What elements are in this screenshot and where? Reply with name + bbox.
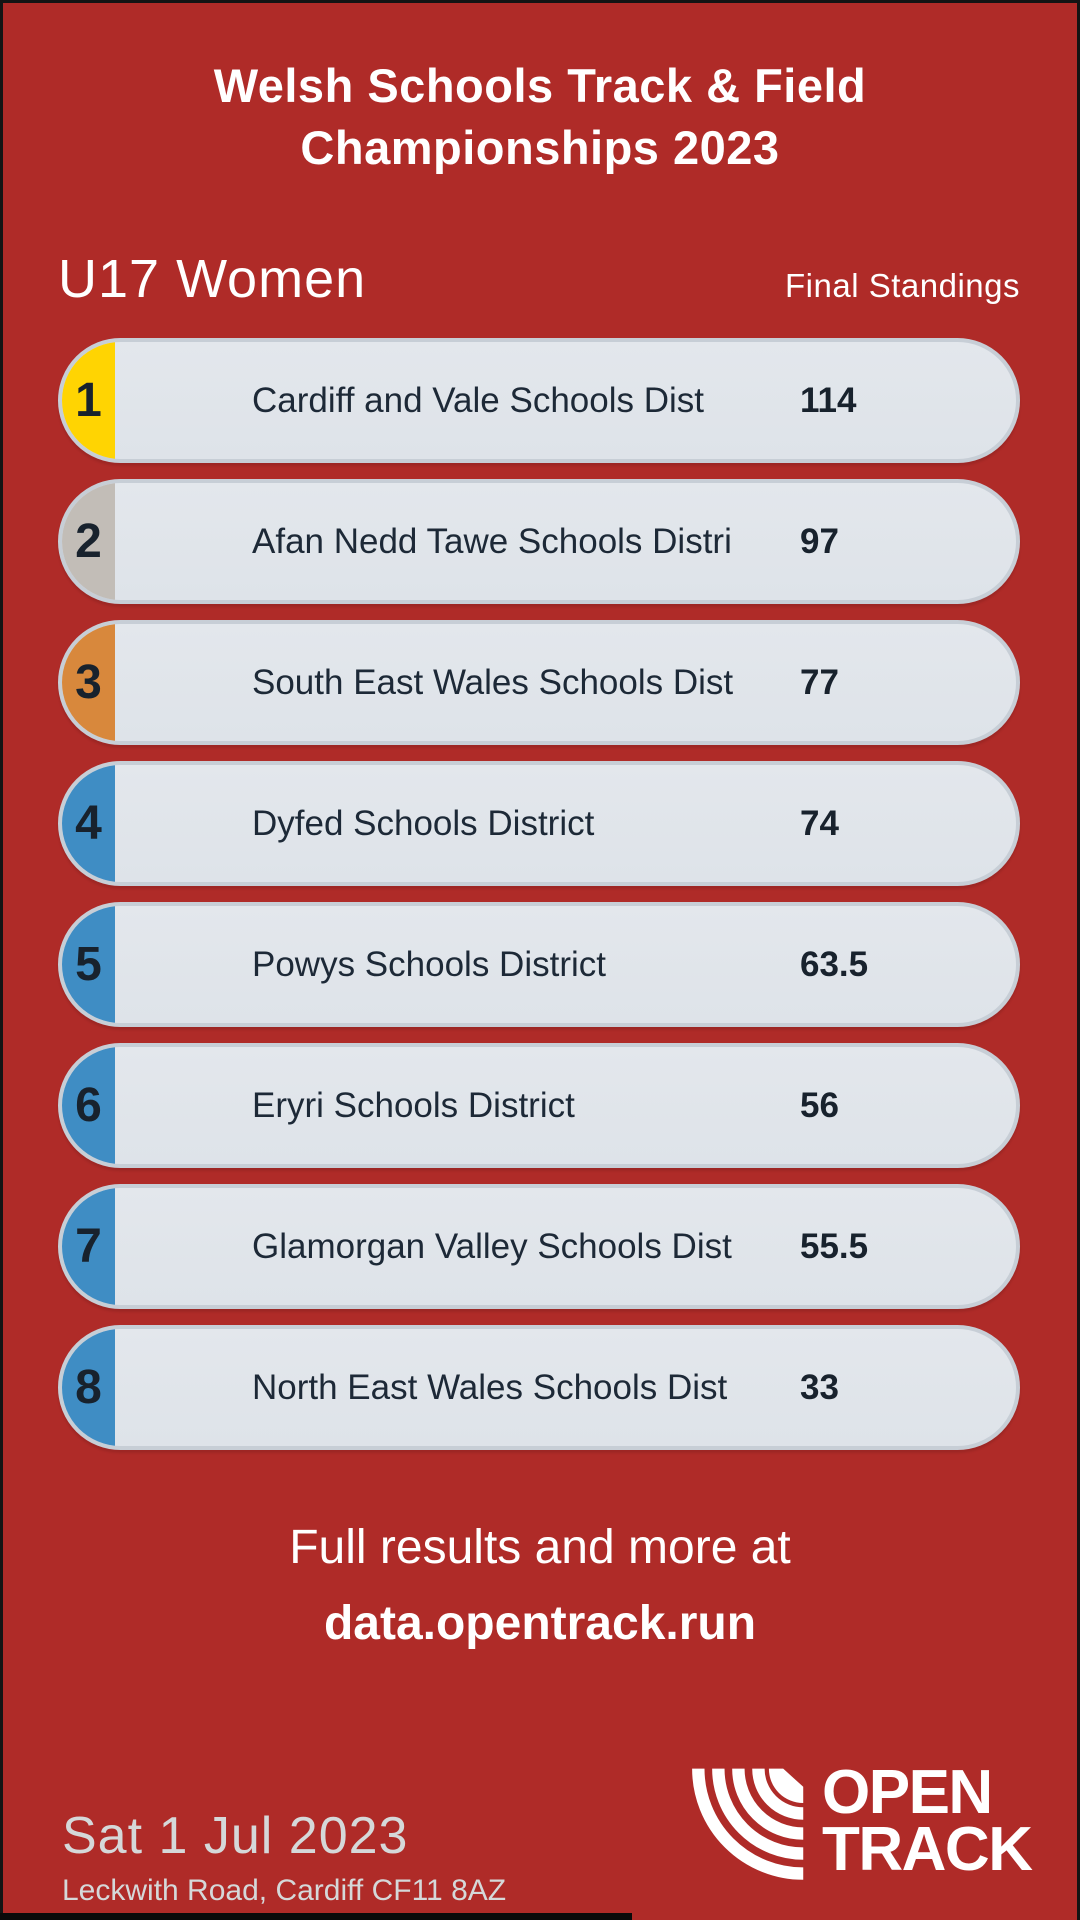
team-name: Glamorgan Valley Schools Dist [252, 1226, 732, 1266]
frame-bottom-bar [0, 1913, 632, 1920]
subheader [58, 248, 1020, 310]
standings-row [58, 761, 1020, 886]
team-name: Afan Nedd Tawe Schools Distri [252, 521, 732, 561]
rank-badge [62, 1329, 115, 1446]
rank-badge [62, 765, 115, 882]
promo-line: Full results and more at [289, 1521, 791, 1574]
team-score: 55.5 [800, 1226, 869, 1266]
team-score: 77 [800, 662, 839, 702]
opentrack-wordmark [822, 1758, 1032, 1884]
logo-word-track: TRACK [822, 1815, 1032, 1884]
promo-block [0, 1510, 1080, 1662]
standings-row [58, 1325, 1020, 1450]
team-name: South East Wales Schools Dist [252, 662, 734, 702]
rank-badge [62, 483, 115, 600]
opentrack-logo [684, 1758, 1032, 1886]
standings-row [58, 902, 1020, 1027]
logo-word-open: OPEN [822, 1758, 992, 1827]
event-venue: Leckwith Road, Cardiff CF11 8AZ [62, 1874, 507, 1907]
promo-url: data.opentrack.run [323, 1597, 757, 1650]
event-date: Sat 1 Jul 2023 [62, 1807, 409, 1865]
team-name: Dyfed Schools District [252, 803, 595, 843]
rank-badge [62, 624, 115, 741]
rank-badge [62, 342, 115, 459]
team-score: 97 [800, 521, 839, 561]
team-name: Eryri Schools District [252, 1085, 575, 1125]
rank-badge [62, 906, 115, 1023]
category-label: U17 Women [58, 249, 367, 309]
team-score: 56 [800, 1085, 839, 1125]
team-score: 63.5 [800, 944, 869, 984]
rank-number: 1 [75, 374, 102, 427]
rank-number: 6 [75, 1079, 102, 1132]
standings-row [58, 479, 1020, 604]
rank-number: 7 [75, 1220, 102, 1273]
rank-number: 2 [75, 515, 102, 568]
page-title [0, 55, 1080, 179]
standings-row [58, 338, 1020, 463]
opentrack-arcs-icon [684, 1762, 808, 1886]
rank-number: 8 [75, 1361, 102, 1414]
standings-row [58, 620, 1020, 745]
standings-label: Final Standings [785, 267, 1020, 304]
frame-left [0, 0, 3, 1920]
standings-row [58, 1043, 1020, 1168]
rank-badge [62, 1047, 115, 1164]
rank-number: 3 [75, 656, 102, 709]
team-score: 114 [800, 380, 857, 420]
team-score: 33 [800, 1367, 839, 1407]
standings-row [58, 1184, 1020, 1309]
rank-badge [62, 1188, 115, 1305]
title-line-1: Welsh Schools Track & Field [213, 59, 867, 112]
title-line-2: Championships 2023 [300, 121, 780, 174]
standings-list [58, 338, 1020, 1466]
team-score: 74 [800, 803, 839, 843]
team-name: North East Wales Schools Dist [252, 1367, 728, 1407]
team-name: Cardiff and Vale Schools Dist [252, 380, 704, 420]
rank-number: 5 [75, 938, 102, 991]
rank-number: 4 [75, 797, 102, 850]
team-name: Powys Schools District [252, 944, 606, 984]
frame-top [0, 0, 1080, 3]
